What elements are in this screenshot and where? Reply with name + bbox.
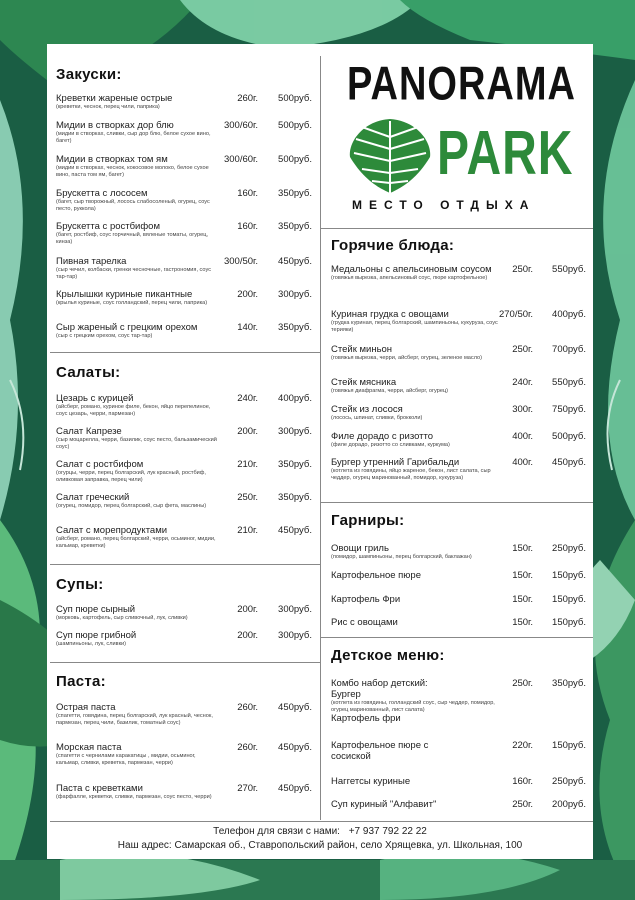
section-divider	[50, 662, 320, 663]
menu-item: Суп пюре грибной (шампиньоны, лук, сливки) 200г. 300руб.	[56, 630, 312, 647]
menu-item: Крылышки куриные пикантные (крылья куриные, соус голландский, перец чили, паприка) 200г. 300руб.	[56, 289, 312, 306]
menu-item: Стейк из лосося (лосось, шпинат, сливки, брокколи) 300г. 750руб.	[331, 404, 586, 421]
footer-address: Наш адрес: Самарская об., Ставропольский район, село Хрящевка, ул. Школьная, 100	[117, 840, 523, 851]
menu-item: Картофельное пюре 150г. 150руб.	[331, 570, 586, 581]
menu-item: Картофельное пюре с сосиской 220г. 150руб.	[331, 740, 586, 762]
section-title-hot-dishes: Горячие блюда:	[331, 237, 455, 254]
menu-item: Филе дорадо с ризотто (филе дорадо, ризотто со сливками, куркума) 400г. 500руб.	[331, 431, 586, 448]
section-title-snacks: Закуски:	[56, 66, 122, 83]
section-divider	[50, 352, 320, 353]
menu-item: Салат Капрезе (сыр моцарелла, черри, базилик, соус песто, бальзамический соус) 200г. 300руб.	[56, 426, 312, 450]
brand-name-park: PARK	[437, 119, 574, 189]
menu-item: Мидии в створках том ям (мидии в створках, чеснок, кокосовое молоко, белое сухое вино, паста том ям, багет) 300/60г. 500руб.	[56, 154, 312, 178]
phone-number[interactable]: +7 937 792 22 22	[348, 826, 427, 837]
brand-name-panorama: PANORAMA	[347, 58, 576, 111]
menu-item: Салат с морепродуктами (айсберг, романо, перец болгарский, черри, осьминог, мидии, кальмар, креветки) 210г. 450руб.	[56, 525, 312, 549]
menu-item: Стейк мясника (говяжья диафрагма, черри, айсберг, огурец) 240г. 550руб.	[331, 377, 586, 394]
menu-item: Салат с ростбифом (огурцы, черри, перец болгарский, лук красный, ростбиф, оливковая заправка, перец чили) 210г. 350руб.	[56, 459, 312, 483]
menu-item: Овощи гриль (помидор, шампиньоны, перец болгарский, баклажан) 150г. 250руб.	[331, 543, 586, 560]
menu-item: Брускетта с лососем (багет, сыр творожный, лосось слабосоленый, огурец, соус песто, руккола) 160г. 350руб.	[56, 188, 312, 212]
section-divider	[320, 228, 593, 229]
menu-item: Медальоны с апельсиновым соусом (говяжья вырезка, апельсиновый соус, пюре картофельное) 250г. 550руб.	[331, 264, 586, 281]
section-title-soups: Супы:	[56, 576, 104, 593]
menu-item: Суп куриный "Алфавит" 250г. 200руб.	[331, 799, 586, 810]
brand-tagline: МЕСТО ОТДЫХА	[352, 198, 536, 212]
footer-phone-line	[47, 826, 593, 837]
menu-item: Креветки жареные острые (креветки, чеснок, перец чили, паприка) 260г. 500руб.	[56, 93, 312, 110]
menu-item: Брускетта с ростбифом (багет, ростбиф, соус горчичный, вяленые томаты, огурец, кинза) 160г. 350руб.	[56, 221, 312, 245]
menu-item: Рис с овощами 150г. 150руб.	[331, 617, 586, 628]
section-title-kids-menu: Детское меню:	[331, 647, 445, 664]
leaf-logo-icon	[348, 117, 432, 195]
section-divider	[320, 502, 593, 503]
menu-item: Сыр жареный с грецким орехом (сыр с грецким орехом, соус тар-тар) 140г. 350руб.	[56, 322, 312, 339]
menu-item: Острая паста (спагетти, говядина, перец болгарский, лук красный, чеснок, пармезан, перец чили, базилик, томатный соус) 260г. 450руб.	[56, 702, 312, 726]
menu-item: Куриная грудка с овощами (грудка куриная, перец болгарский, шампиньоны, кукуруза, соус терияки) 270/50г. 400руб.	[331, 309, 586, 333]
footer-divider	[50, 821, 593, 822]
menu-item: Салат греческий (огурец, помидор, перец болгарский, сыр фета, маслины) 250г. 350руб.	[56, 492, 312, 509]
menu-item: Комбо набор детский: Бургер (котлета из говядины, голландский соус, сыр чеддер, помидор, огурец маринованный, лист салата) Картофель фри 250г. 350руб.	[331, 678, 586, 725]
menu-item: Морская паста (спагетти с чернилами каракатицы , мидии, осьминог, кальмар, сливки, креветка, пармезан, черри) 260г. 450руб.	[56, 742, 312, 766]
menu-item: Бургер утренний Гарибальди (котлета из говядины, яйцо жареное, бекон, лист салата, сыр чеддер, огурец маринованный, помидор, кукуруза) 400г. 450руб.	[331, 457, 586, 481]
menu-item: Паста с креветками (фарфалле, креветки, сливки, пармезан, соус песто, черри) 270г. 450руб.	[56, 783, 312, 800]
phone-label: Телефон для связи с нами:	[213, 826, 340, 837]
section-title-sides: Гарниры:	[331, 512, 405, 529]
menu-item: Картофель Фри 150г. 150руб.	[331, 594, 586, 605]
section-divider	[320, 637, 593, 638]
column-divider	[320, 56, 321, 820]
menu-item: Цезарь с курицей (айсберг, романо, куриное филе, бекон, яйцо перепелиное, соус цезарь, черри, пармезан) 240г. 400руб.	[56, 393, 312, 417]
section-title-salads: Салаты:	[56, 364, 121, 381]
menu-item: Пивная тарелка (сыр чечил, колбаски, гренки чесночные, гастрономия, соус тар-тар) 300/50г. 450руб.	[56, 256, 312, 280]
menu-item: Наггетсы куриные 160г. 250руб.	[331, 776, 586, 787]
menu-item: Стейк миньон (говяжья вырезка, черри, айсберг, огурец, зеленое масло) 250г. 700руб.	[331, 344, 586, 361]
menu-item: Суп пюре сырный (морковь, картофель, сыр сливочный, лук, сливки) 200г. 300руб.	[56, 604, 312, 621]
menu-item: Мидии в створках дор блю (мидии в створках, сливки, сыр дор блю, белое сухое вино, багет) 300/60г. 500руб.	[56, 120, 312, 144]
section-title-pasta: Паста:	[56, 673, 106, 690]
section-divider	[50, 564, 320, 565]
